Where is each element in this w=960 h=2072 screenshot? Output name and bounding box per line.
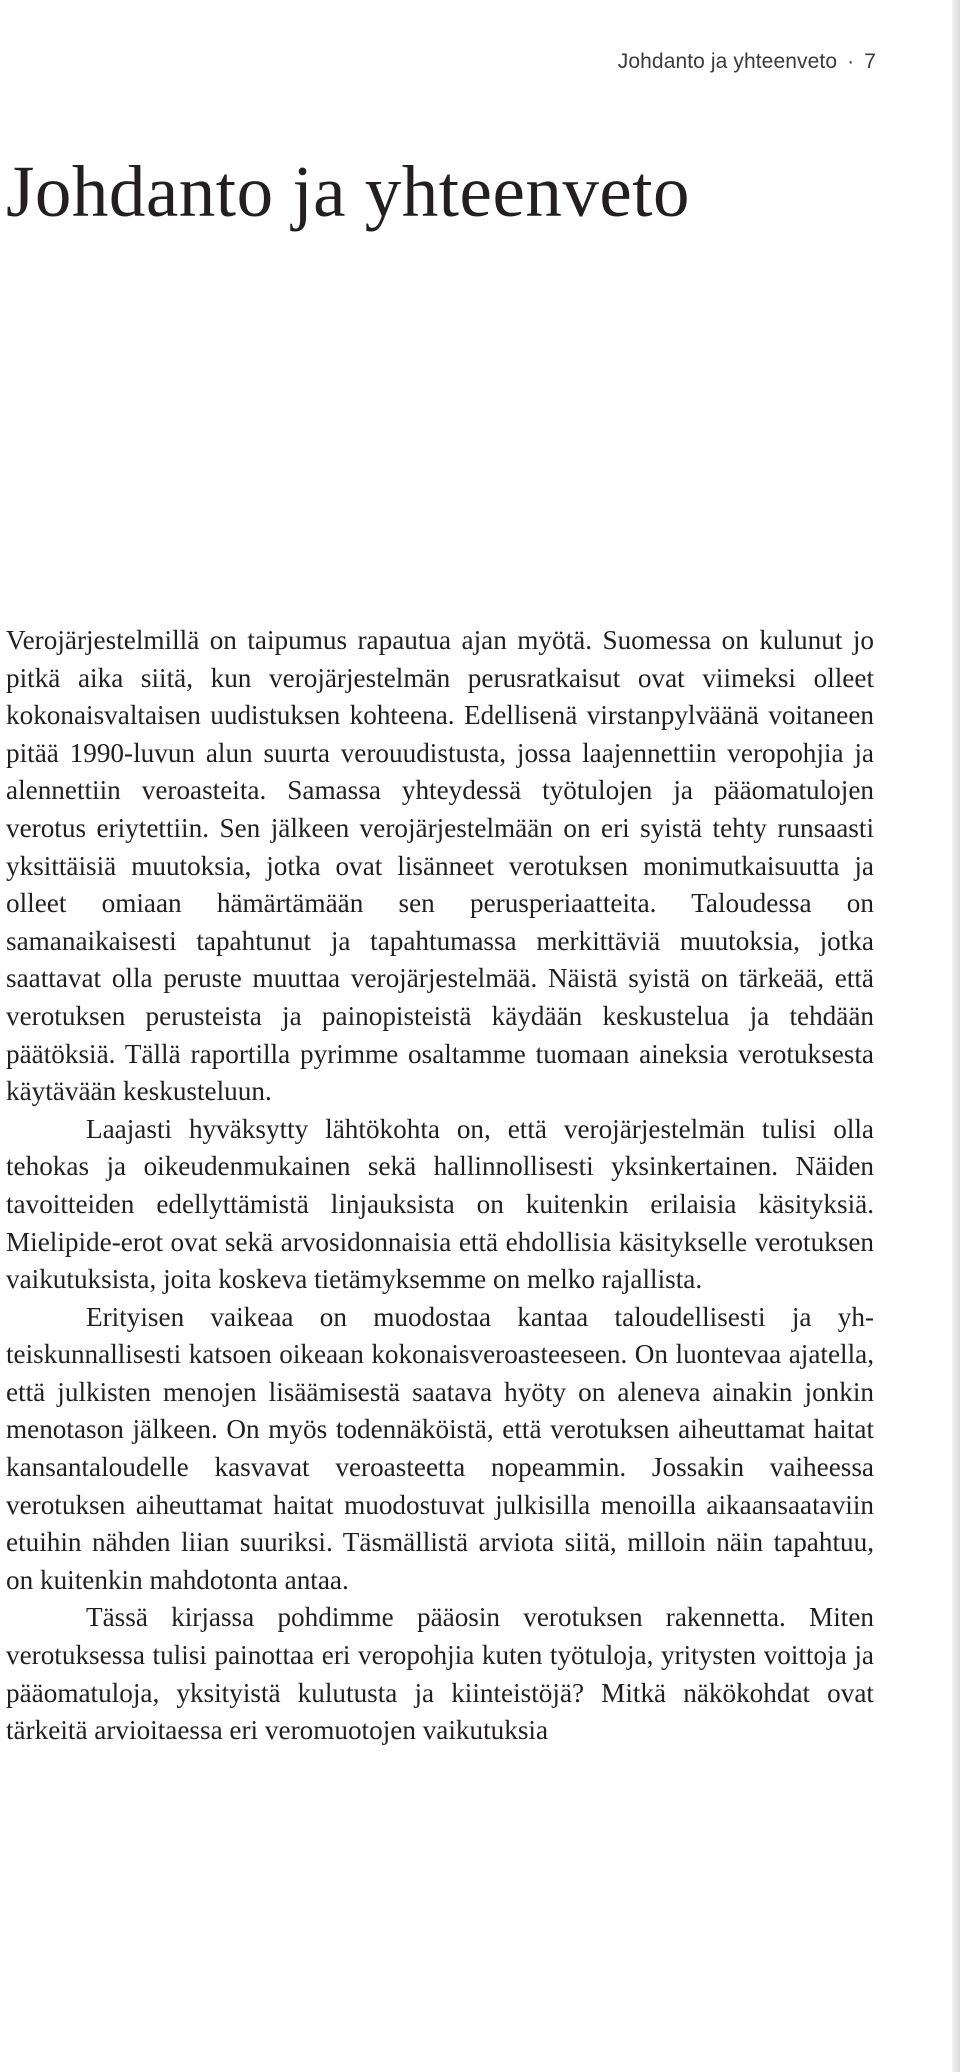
page-number: 7 bbox=[864, 50, 876, 73]
paragraph-3: Erityisen vaikeaa on muodostaa kantaa taloudellisesti ja yhteiskunnallisesti katsoen oikeaan kokonaisveroasteeseen. On luontevaa ajatella, että julkisten menojen lisäämisestä saatava hyöty on aleneva ainakin jonkin menotason jälkeen. On myös todennäköistä, että verotuksen aiheuttamat haitat kansantaloudelle kasvavat veroasteetta nopeammin. Jossakin vaiheessa verotuksen aiheuttamat haitat muodostuvat julkisilla menoilla aikaansaataviin etuihin nähden liian suuriksi. Täsmällistä arviota siitä, milloin näin tapahtuu, on kuitenkin mahdotonta antaa. bbox=[6, 1301, 874, 1595]
running-header-separator: · bbox=[847, 50, 855, 73]
running-header-title: Johdanto ja yhteenveto bbox=[617, 50, 838, 73]
body-text bbox=[6, 622, 874, 1750]
running-header bbox=[618, 50, 876, 74]
paragraph-2: Laajasti hyväksytty lähtökohta on, että verojärjestelmän tulisi olla tehokas ja oikeudenmukainen sekä hallinnollisesti yksinkertainen. Näiden tavoitteiden edellyttämistä linjauksista on kuitenkin erilaisia käsityksiä. Mielipide-erot ovat sekä arvosidonnaisia että ehdollisia käsitykselle verotuksen vaikutuksista, joita koskeva tietämyksemme on melko rajallista. bbox=[6, 1113, 874, 1295]
paragraph-1: Verojärjestelmillä on taipumus rapautua ajan myötä. Suomessa on kulunut jo pitkä aika siitä, kun verojärjestelmän perusratkaisut ovat viimeksi olleet kokonaisvaltaisen uudistuksen kohteena. Edellisenä virstanpylväänä voitaneen pitää 1990-luvun alun suurta verouudistusta, jossa laajennettiin veropohjia ja alennettiin veroasteita. Samassa yhteydessä työtulojen ja pääomatulojen verotus eriytettiin. Sen jälkeen verojärjestelmään on eri syistä tehty runsaasti yksittäisiä muutoksia, jotka ovat lisänneet verotuksen monimutkaisuutta ja olleet omiaan hämärtämään sen perusperiaatteita. Taloudessa on samanaikaisesti tapahtunut ja tapahtumassa merkittäviä muutoksia, jotka saattavat olla peruste muuttaa verojärjestelmää. Näistä syistä on tärkeää, että verotuksen perusteista ja painopisteistä käydään keskustelua ja tehdään päätöksiä. Tällä raportilla pyrimme osaltamme tuomaan aineksia verotuksesta käytävään keskusteluun. bbox=[6, 625, 874, 1107]
paragraph-4: Tässä kirjassa pohdimme pääosin verotuksen rakennetta. Miten verotuksessa tulisi painottaa eri veropohjia kuten työtuloja, yritysten voittoja ja pääomatuloja, yksityistä kulutusta ja kiinteistöjä? Mitkä näkökohdat ovat tärkeitä arvioitaessa eri veromuotojen vaikutuksia bbox=[6, 1602, 874, 1746]
page-edge-shadow bbox=[952, 0, 960, 2072]
chapter-title: Johdanto ja yhteenveto bbox=[6, 151, 691, 232]
